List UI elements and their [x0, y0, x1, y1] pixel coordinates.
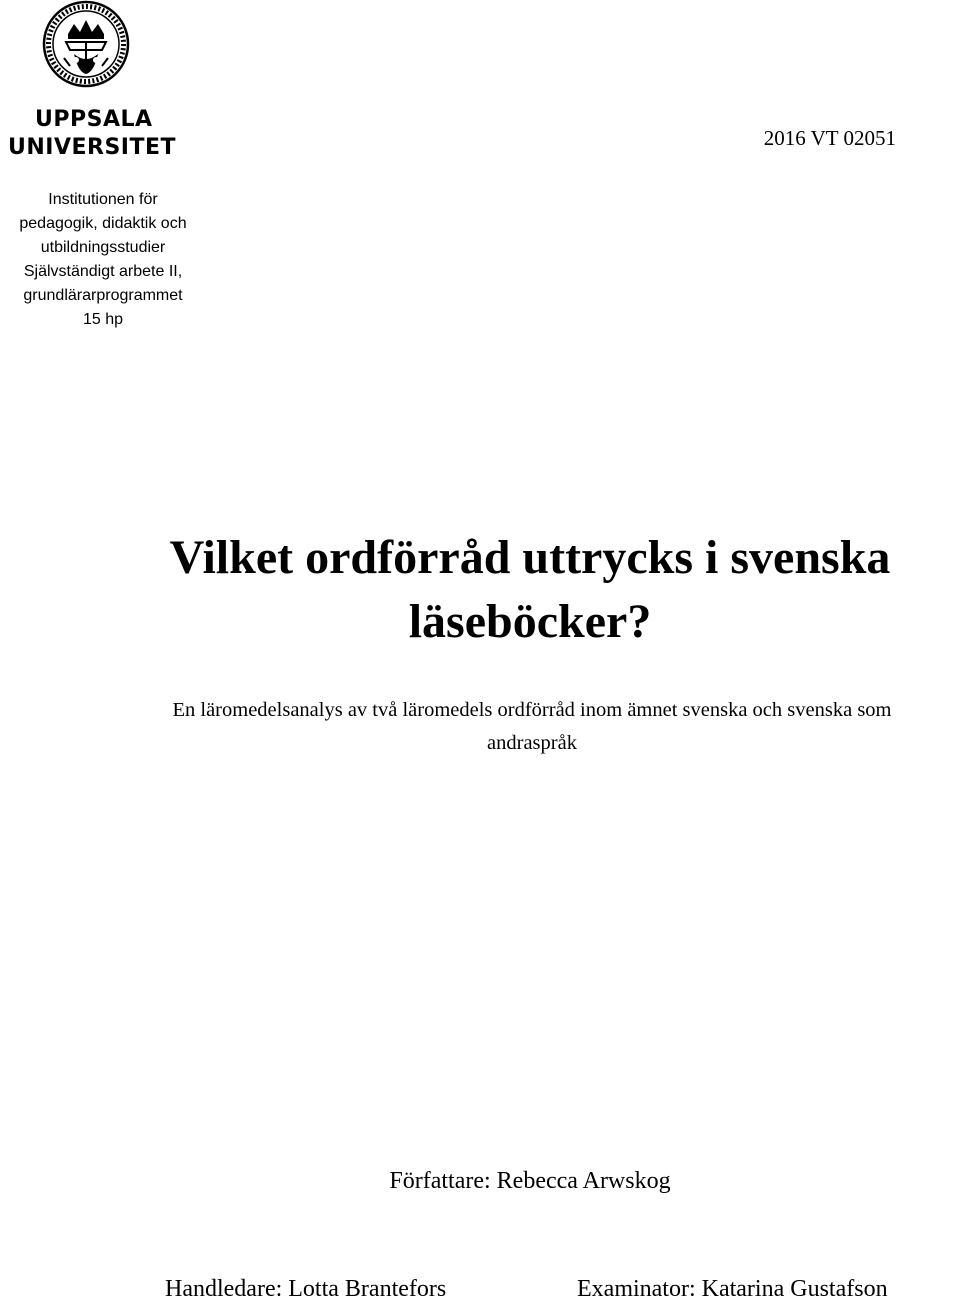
thesis-title-line-1: Vilket ordförråd uttrycks i svenska	[169, 531, 891, 584]
author: Författare: Rebecca Arwskog	[389, 1168, 671, 1194]
department-line: 15 hp	[82, 311, 124, 328]
thesis-subtitle	[98, 694, 960, 760]
thesis-subtitle-line-1: En läromedelsanalys av två läromedels ordförråd inom ämnet svenska och svenska som	[172, 699, 892, 721]
logo-line-1: UPPSALA	[35, 107, 153, 132]
department-line: grundlärarprogrammet	[23, 287, 183, 304]
thesis-subtitle-line-2: andraspråk	[487, 732, 577, 754]
university-seal-icon	[36, 0, 136, 88]
department-info	[8, 188, 198, 332]
department-line: pedagogik, didaktik och	[19, 215, 187, 232]
logo-line-2: UNIVERSITET	[8, 135, 177, 160]
department-line: utbildningsstudier	[40, 239, 166, 256]
thesis-title-line-2: läseböcker?	[408, 595, 652, 648]
supervisor: Handledare: Lotta Brantefors	[165, 1276, 447, 1302]
examiner: Examinator: Katarina Gustafson	[577, 1276, 888, 1302]
department-line: Självständigt arbete II,	[23, 263, 183, 280]
department-line: Institutionen för	[48, 191, 158, 208]
thesis-title	[100, 526, 960, 654]
university-logo-text	[8, 106, 176, 162]
course-code: 2016 VT 02051	[763, 126, 896, 150]
